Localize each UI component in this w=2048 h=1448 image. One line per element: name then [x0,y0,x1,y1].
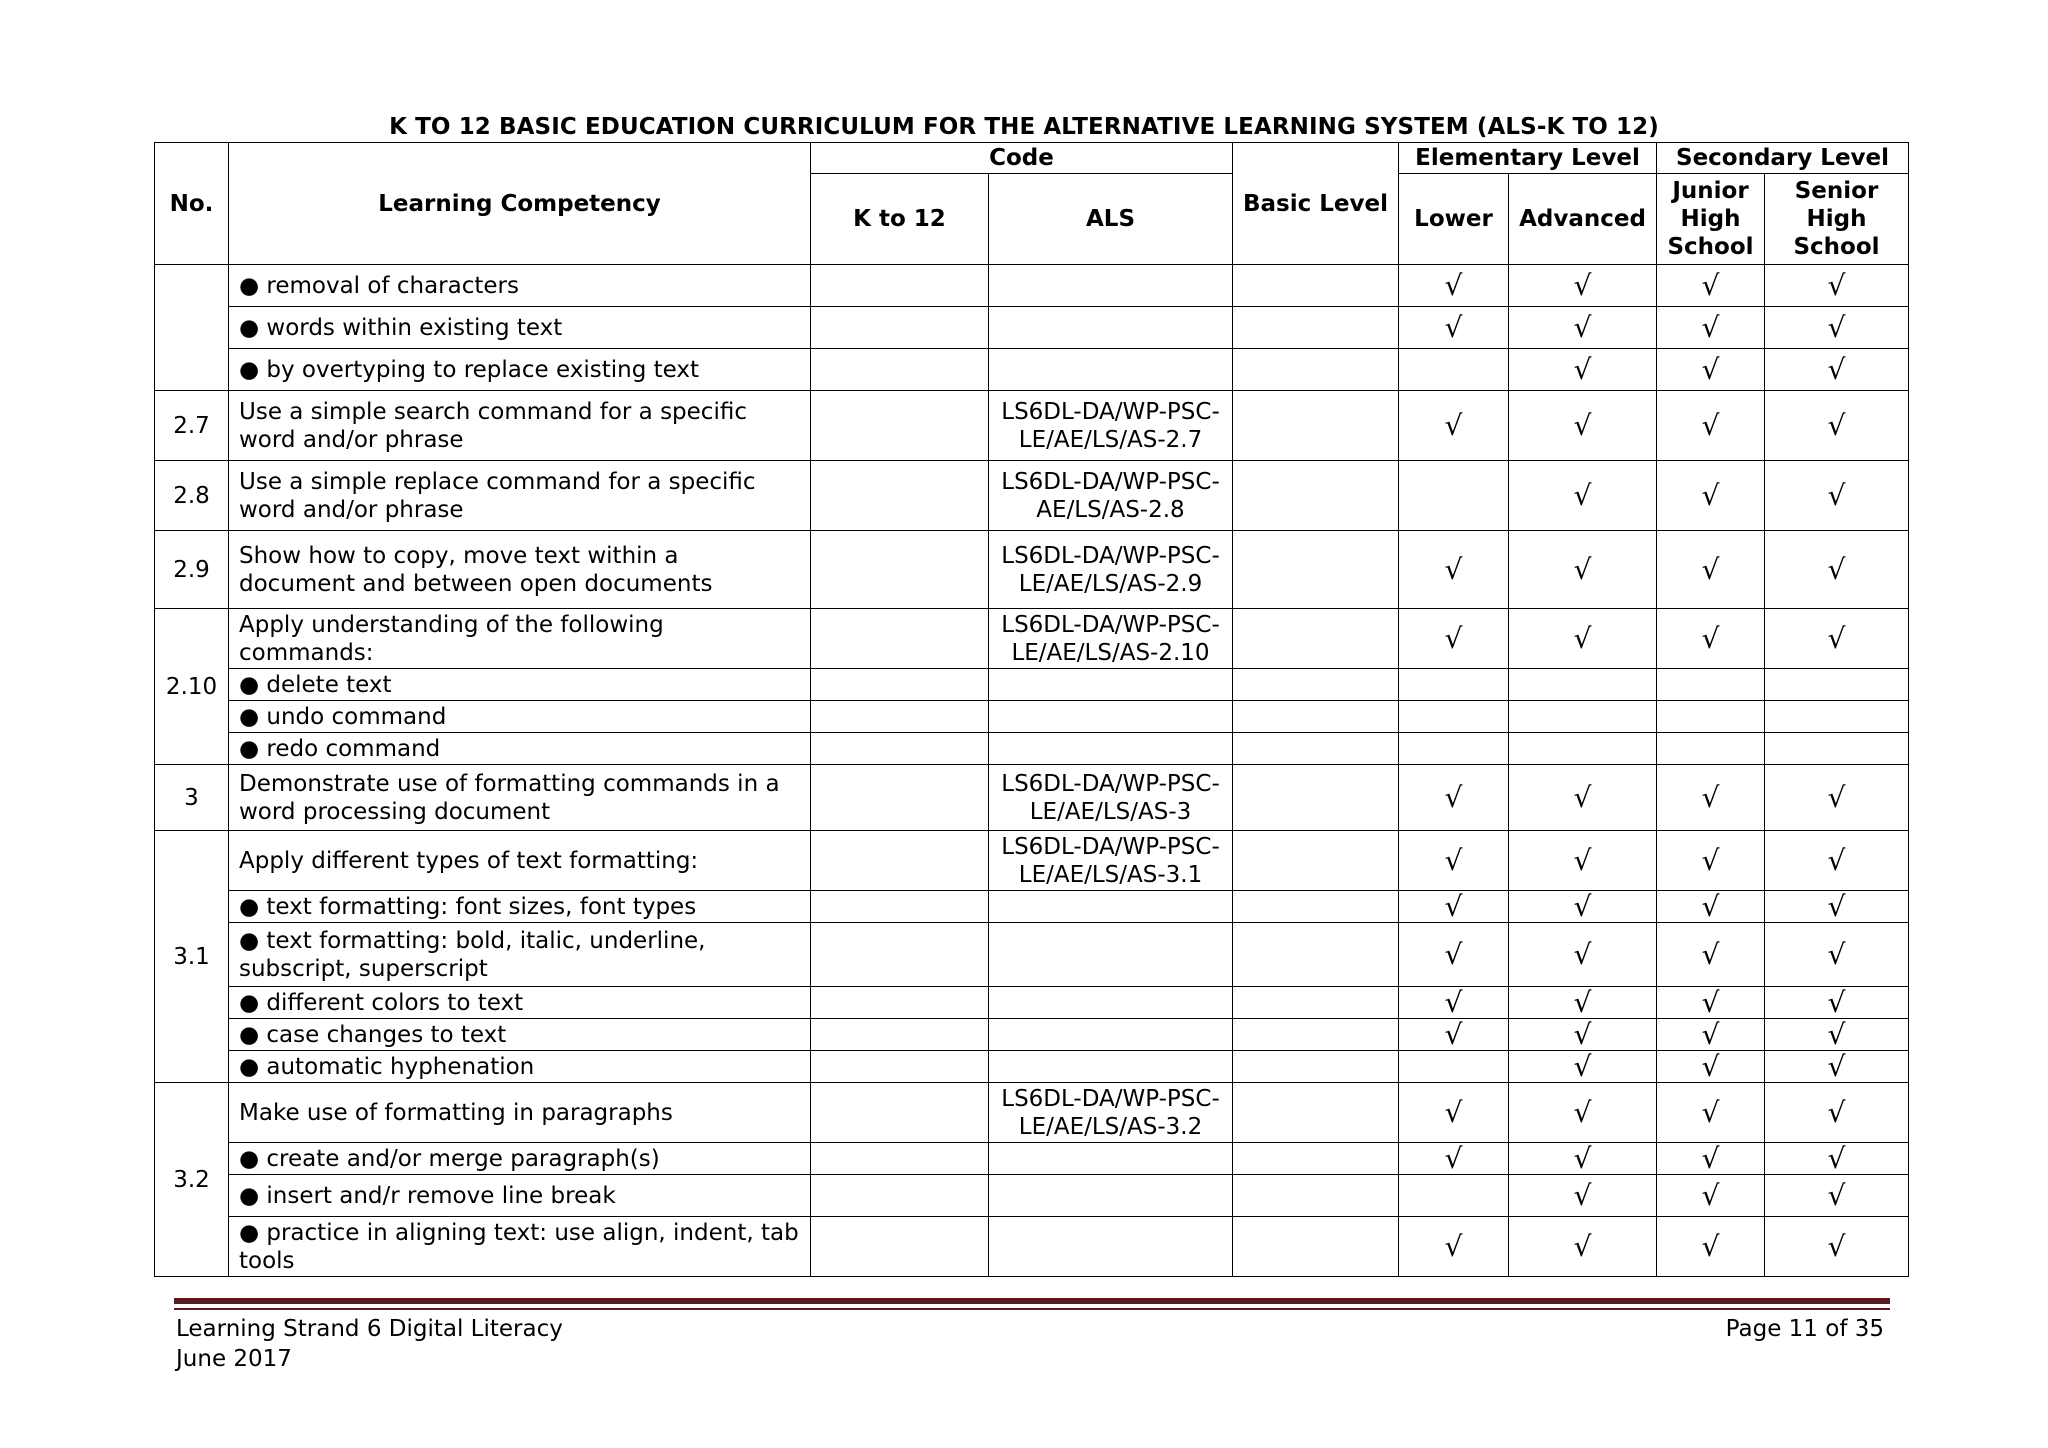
check-advanced: √ [1509,307,1657,349]
table-body [155,265,1909,1277]
check-lower: √ [1399,609,1509,669]
check-senior-high: √ [1765,891,1909,923]
table-row [155,609,1909,669]
check-lower [1399,1051,1509,1083]
check-senior-high: √ [1765,307,1909,349]
check-advanced [1509,701,1657,733]
learning-competency: ● insert and/r remove line break [229,1175,811,1217]
check-senior-high: √ [1765,1143,1909,1175]
check-junior-high [1657,733,1765,765]
code-als: LS6DL-DA/WP-PSC-LE/AE/LS/AS-2.9 [989,531,1233,609]
check-lower [1399,669,1509,701]
check-lower [1399,461,1509,531]
table-row [155,923,1909,987]
code-k-to-12 [811,891,989,923]
check-senior-high: √ [1765,831,1909,891]
header-code: Code [811,143,1233,174]
check-senior-high: √ [1765,461,1909,531]
check-senior-high: √ [1765,349,1909,391]
header-competency: Learning Competency [229,143,811,265]
check-advanced [1509,669,1657,701]
table-row [155,1217,1909,1277]
basic-level-cell [1233,831,1399,891]
learning-competency: ● by overtyping to replace existing text [229,349,811,391]
code-als [989,307,1233,349]
learning-competency: ● case changes to text [229,1019,811,1051]
check-advanced: √ [1509,531,1657,609]
basic-level-cell [1233,531,1399,609]
check-junior-high [1657,701,1765,733]
check-lower [1399,349,1509,391]
learning-competency: ● practice in aligning text: use align, indent, tab tools [229,1217,811,1277]
check-junior-high: √ [1657,349,1765,391]
table-row [155,461,1909,531]
code-k-to-12 [811,923,989,987]
check-lower: √ [1399,307,1509,349]
check-lower: √ [1399,1083,1509,1143]
code-k-to-12 [811,701,989,733]
table-row [155,1143,1909,1175]
learning-competency: Demonstrate use of formatting commands in a word processing document [229,765,811,831]
code-k-to-12 [811,1143,989,1175]
check-senior-high: √ [1765,1217,1909,1277]
check-senior-high: √ [1765,1019,1909,1051]
code-als: LS6DL-DA/WP-PSC-AE/LS/AS-2.8 [989,461,1233,531]
table-row [155,987,1909,1019]
row-number: 2.8 [155,461,229,531]
row-number [155,265,229,391]
code-als: LS6DL-DA/WP-PSC-LE/AE/LS/AS-3.2 [989,1083,1233,1143]
code-k-to-12 [811,609,989,669]
check-lower: √ [1399,391,1509,461]
learning-competency: ● create and/or merge paragraph(s) [229,1143,811,1175]
learning-competency: ● delete text [229,669,811,701]
code-als [989,349,1233,391]
learning-competency: ● undo command [229,701,811,733]
basic-level-cell [1233,349,1399,391]
check-advanced: √ [1509,831,1657,891]
check-lower: √ [1399,923,1509,987]
code-k-to-12 [811,265,989,307]
learning-competency: Use a simple replace command for a specific word and/or phrase [229,461,811,531]
check-junior-high: √ [1657,891,1765,923]
row-number: 3.2 [155,1083,229,1277]
learning-competency: Apply understanding of the following commands: [229,609,811,669]
basic-level-cell [1233,765,1399,831]
check-advanced: √ [1509,1175,1657,1217]
check-advanced: √ [1509,1019,1657,1051]
table-row [155,669,1909,701]
code-k-to-12 [811,831,989,891]
footer-strand: Learning Strand 6 Digital Literacy [176,1316,563,1342]
check-junior-high: √ [1657,1019,1765,1051]
learning-competency: Apply different types of text formatting: [229,831,811,891]
code-als: LS6DL-DA/WP-PSC-LE/AE/LS/AS-3 [989,765,1233,831]
learning-competency: ● text formatting: bold, italic, underline, subscript, superscript [229,923,811,987]
header-als: ALS [989,174,1233,265]
row-number: 2.10 [155,609,229,765]
code-k-to-12 [811,987,989,1019]
check-advanced: √ [1509,923,1657,987]
learning-competency: Use a simple search command for a specific word and/or phrase [229,391,811,461]
check-lower: √ [1399,987,1509,1019]
table-row [155,891,1909,923]
code-k-to-12 [811,1051,989,1083]
header-secondary-level: Secondary Level [1657,143,1909,174]
code-k-to-12 [811,1217,989,1277]
check-senior-high: √ [1765,923,1909,987]
table-row [155,265,1909,307]
check-advanced: √ [1509,609,1657,669]
footer-divider [174,1298,1890,1304]
table-row [155,1083,1909,1143]
basic-level-cell [1233,891,1399,923]
check-advanced: √ [1509,1083,1657,1143]
code-k-to-12 [811,391,989,461]
check-lower: √ [1399,831,1509,891]
learning-competency: ● different colors to text [229,987,811,1019]
code-k-to-12 [811,531,989,609]
footer-left [176,1314,563,1374]
check-lower [1399,733,1509,765]
check-lower: √ [1399,765,1509,831]
code-als [989,891,1233,923]
check-lower [1399,1175,1509,1217]
check-advanced: √ [1509,1143,1657,1175]
check-lower: √ [1399,1217,1509,1277]
check-junior-high: √ [1657,765,1765,831]
learning-competency: Make use of formatting in paragraphs [229,1083,811,1143]
table-row [155,391,1909,461]
row-number: 2.7 [155,391,229,461]
check-junior-high: √ [1657,265,1765,307]
check-senior-high: √ [1765,1051,1909,1083]
basic-level-cell [1233,669,1399,701]
code-k-to-12 [811,1019,989,1051]
code-k-to-12 [811,349,989,391]
document-title: K TO 12 BASIC EDUCATION CURRICULUM FOR THE ALTERNATIVE LEARNING SYSTEM (ALS-K TO 12) [389,114,1659,140]
check-junior-high: √ [1657,1217,1765,1277]
check-senior-high: √ [1765,531,1909,609]
learning-competency: ● automatic hyphenation [229,1051,811,1083]
check-senior-high: √ [1765,765,1909,831]
learning-competency: ● redo command [229,733,811,765]
check-advanced: √ [1509,265,1657,307]
check-junior-high: √ [1657,987,1765,1019]
basic-level-cell [1233,307,1399,349]
check-advanced: √ [1509,891,1657,923]
row-number: 2.9 [155,531,229,609]
code-als [989,1175,1233,1217]
code-als [989,1051,1233,1083]
code-als [989,669,1233,701]
table-row [155,733,1909,765]
footer-date: June 2017 [176,1346,292,1372]
basic-level-cell [1233,1051,1399,1083]
learning-competency: Show how to copy, move text within a document and between open documents [229,531,811,609]
check-advanced: √ [1509,461,1657,531]
table-row [155,1051,1909,1083]
code-als [989,1143,1233,1175]
check-junior-high [1657,669,1765,701]
check-lower: √ [1399,1019,1509,1051]
check-senior-high [1765,701,1909,733]
learning-competency: ● text formatting: font sizes, font types [229,891,811,923]
code-als [989,987,1233,1019]
check-junior-high: √ [1657,1083,1765,1143]
check-advanced: √ [1509,1051,1657,1083]
check-junior-high: √ [1657,531,1765,609]
check-lower: √ [1399,531,1509,609]
basic-level-cell [1233,733,1399,765]
check-advanced: √ [1509,349,1657,391]
header-k-to-12: K to 12 [811,174,989,265]
code-k-to-12 [811,669,989,701]
basic-level-cell [1233,987,1399,1019]
header-elementary-level: Elementary Level [1399,143,1657,174]
check-junior-high: √ [1657,1175,1765,1217]
check-senior-high [1765,733,1909,765]
basic-level-cell [1233,391,1399,461]
check-advanced: √ [1509,391,1657,461]
table-row [155,765,1909,831]
header-lower: Lower [1399,174,1509,265]
basic-level-cell [1233,1175,1399,1217]
check-advanced [1509,733,1657,765]
code-k-to-12 [811,307,989,349]
code-k-to-12 [811,765,989,831]
code-als: LS6DL-DA/WP-PSC-LE/AE/LS/AS-3.1 [989,831,1233,891]
check-lower: √ [1399,1143,1509,1175]
check-senior-high [1765,669,1909,701]
check-junior-high: √ [1657,1051,1765,1083]
code-als [989,923,1233,987]
table-row [155,531,1909,609]
code-als [989,1019,1233,1051]
check-junior-high: √ [1657,831,1765,891]
check-advanced: √ [1509,987,1657,1019]
check-senior-high: √ [1765,987,1909,1019]
code-als [989,1217,1233,1277]
row-number: 3 [155,765,229,831]
table-row [155,307,1909,349]
basic-level-cell [1233,1019,1399,1051]
check-senior-high: √ [1765,1083,1909,1143]
header-junior-high-school: Junior High School [1657,174,1765,265]
table-row [155,349,1909,391]
code-k-to-12 [811,1083,989,1143]
basic-level-cell [1233,701,1399,733]
code-als [989,733,1233,765]
table-row [155,831,1909,891]
basic-level-cell [1233,609,1399,669]
table-row [155,1019,1909,1051]
code-k-to-12 [811,1175,989,1217]
code-als [989,265,1233,307]
code-k-to-12 [811,461,989,531]
check-senior-high: √ [1765,1175,1909,1217]
check-senior-high: √ [1765,609,1909,669]
basic-level-cell [1233,265,1399,307]
basic-level-cell [1233,461,1399,531]
basic-level-cell [1233,1143,1399,1175]
check-junior-high: √ [1657,461,1765,531]
check-lower: √ [1399,265,1509,307]
code-als: LS6DL-DA/WP-PSC-LE/AE/LS/AS-2.7 [989,391,1233,461]
code-als [989,701,1233,733]
code-als: LS6DL-DA/WP-PSC-LE/AE/LS/AS-2.10 [989,609,1233,669]
header-advanced: Advanced [1509,174,1657,265]
code-k-to-12 [811,733,989,765]
check-junior-high: √ [1657,923,1765,987]
check-advanced: √ [1509,765,1657,831]
header-basic-level: Basic Level [1233,143,1399,265]
row-number: 3.1 [155,831,229,1083]
check-lower [1399,701,1509,733]
check-senior-high: √ [1765,265,1909,307]
basic-level-cell [1233,1217,1399,1277]
table-row [155,1175,1909,1217]
check-advanced: √ [1509,1217,1657,1277]
learning-competency: ● words within existing text [229,307,811,349]
check-junior-high: √ [1657,307,1765,349]
check-lower: √ [1399,891,1509,923]
check-junior-high: √ [1657,391,1765,461]
header-senior-high-school: Senior High School [1765,174,1909,265]
footer-page-number: Page 11 of 35 [1725,1316,1884,1342]
curriculum-table [154,142,1909,1277]
check-junior-high: √ [1657,609,1765,669]
check-senior-high: √ [1765,391,1909,461]
learning-competency: ● removal of characters [229,265,811,307]
footer-divider-thin [174,1308,1890,1310]
table-row [155,701,1909,733]
header-no: No. [155,143,229,265]
basic-level-cell [1233,1083,1399,1143]
check-junior-high: √ [1657,1143,1765,1175]
basic-level-cell [1233,923,1399,987]
